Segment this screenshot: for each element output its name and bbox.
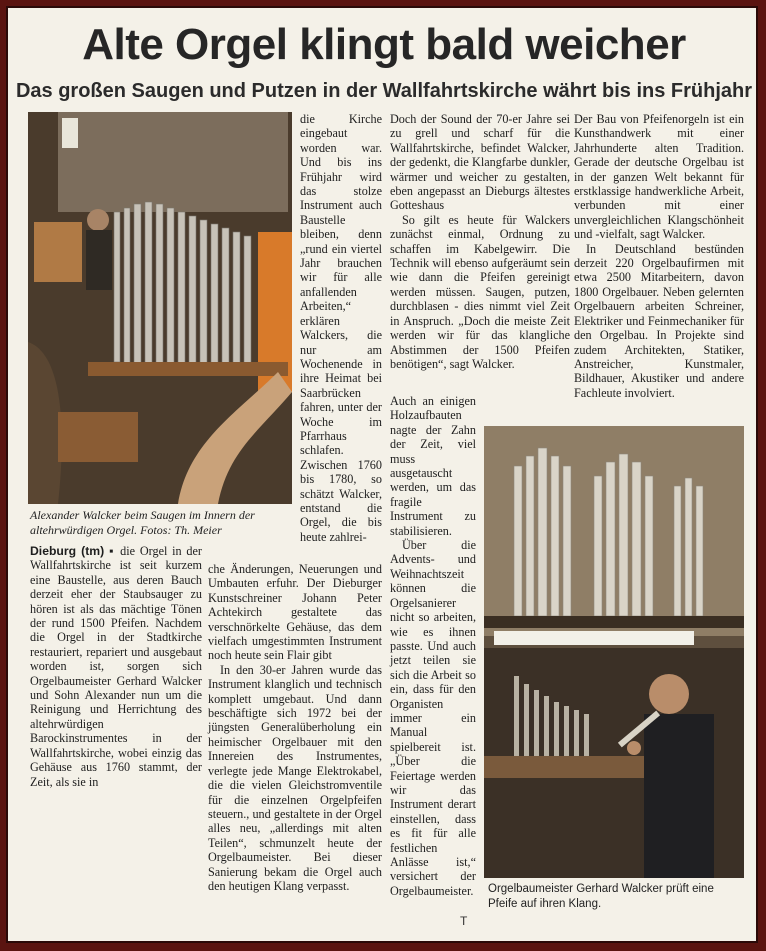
column-1-text: die Orgel in der Wallfahrtskirche ist seit kurzem eine Baustelle, aus deren Bauch derzeit eher der Staubsauger zu hören ist als das mächtige Tönen der rund 1500 Pfeifen. Nachdem die Orgel in der Stadtkirche restauriert, repariert und ausgebaut worden ist, sorgen sich Orgelbaumeister Gerhard Walcker und Sohn Alexander nun um die Reinigung und Herrichtung des altehrwürdigen Barockinstrumentes in der Wallfahrtskirche, wobei einzig das Gehäuse aus 1760 stammt, der Zeit, als sie in [30, 544, 202, 789]
newspaper-clipping [6, 6, 758, 943]
column-2-paragraph-1: che Änderungen, Neuerungen und Umbauten erfuhr. Der Dieburger Kunstschreiner Johann Peter Achtekirch gestaltete das verschnörkelte Gehäuse, das dem vielfach umgestimmten Instrument noch heute sein Flair gibt [208, 562, 382, 663]
column-3-paragraph-3: Auch an einigen Holzaufbauten nagte der Zahn der Zeit, viel muss ausgetauscht werden, um das fragile Instrument zu stabilisieren. [390, 394, 476, 538]
photo-organ-builder [484, 426, 744, 878]
left-photo-caption: Alexander Walcker beim Saugen im Innern der altehrwürdigen Orgel. Fotos: Th. Meier [30, 508, 255, 537]
column-3-paragraph-1: Doch der Sound der 70-er Jahre sei zu grell und scharf für die Wallfahrtskirche, befindet Walcker, der gedenkt, die Klangfarbe dunkler, wärmer und weicher zu gestalten, eben angepasst an Dieburgs ältestes Gotteshaus [390, 112, 570, 213]
dateline: Dieburg (tm) ▪ [30, 544, 116, 558]
folio-mark: T [460, 914, 468, 928]
photo-organ-interior [28, 112, 292, 504]
column-3-upper [390, 112, 570, 371]
column-3-paragraph-2: So gilt es heute für Walckers zunächst einmal, Ordnung zu schaffen im Kabelgewirr. Die Technik will ebenso aufgeräumt sein wie dann die Pfeifen gereinigt werden müssen. Saugen, putzen, durchblasen - dies nimmt viel Zeit in Anspruch. „Doch die meiste Zeit werden wir für das klangliche Abstimmen der 1500 Pfeifen benötigen“, sagt Walcker. [390, 212, 570, 371]
column-2-lower [208, 562, 382, 893]
column-3-lower [390, 394, 476, 898]
column-2-upper [300, 112, 382, 544]
column-4-paragraph-1: Der Bau von Pfeifenorgeln ist ein Kunsthandwerk mit einer Jahrhunderte alten Tradition. Gerade der deutsche Orgelbau ist in der ganzen Welt bekannt für erstklassige handwerkliche Arbeit, verbunden mit einer unvergleichlichen Klangschönheit und -vielfalt, sagt Walcker. [574, 112, 744, 242]
column-1 [30, 544, 202, 789]
organ-builder-illustration [484, 426, 744, 878]
column-4-paragraph-2: In Deutschland bestünden derzeit 220 Orgelbaufirmen mit etwa 2500 Mitarbeitern, davon 1800 Orgelbauer. Neben gelernten Orgelbauern arbeiten Schreiner, Elektriker und Feinmechaniker für den Orgelbau. In Projekte sind zudem Architekten, Statiker, Anstreicher, Kunstmaler, Bildhauer, Akustiker und andere Fachleute involviert. [574, 241, 744, 400]
column-3-paragraph-4: Über die Advents- und Weihnachtszeit können die Orgelsanierer nicht so arbeiten, wie es ihnen passte. Und auch jetzt teilen sie sich die Arbeit so ein, dass für den Organisten immer ein Manual spielbereit ist. „Über die Feiertage werden wir das Instrument derart einstellen, dass es fit für alle festlichen Anlässe ist,“ versichert der Orgelbaumeister. [390, 538, 476, 898]
headline: Alte Orgel klingt bald weicher [82, 20, 686, 69]
column-4 [574, 112, 744, 400]
organ-interior-illustration [28, 112, 292, 504]
column-2-upper-text: die Kirche eingebaut worden war. Und bis ins Frühjahr wird das stolze Instrument auch Baustelle bleiben, denn „rund ein viertel Jahr brauchen wir für alle anfallenden Arbeiten,“ erklären Walckers, die nur am Wochenende in ihre Heimat bei Saarbrücken fahren, unter der Woche im Pfarrhaus schlafen. Zwischen 1760 bis 1780, so schätzt Walcker, entstand die Orgel, die bis heute zahlrei- [300, 112, 382, 544]
subheadline: Das großen Saugen und Putzen in der Wallfahrtskirche währt bis ins Frühjahr [15, 80, 753, 102]
right-photo-caption: Orgelbaumeister Gerhard Walcker prüft eine Pfeife auf ihren Klang. [488, 883, 714, 910]
column-2-paragraph-2: In den 30-er Jahren wurde das Instrument klanglich und technisch komplett umgebaut. Und dann beschäftigte sich 1972 bei der jüngsten Generalüberholung ein heimischer Orgelbauer mit den Innereien des Instrumentes, verlegte jede Mange Elektrokabel, die die vielen Gleichstromventile für die einzelnen Orgelpfeifen steuern., und gestaltete in der Orgel alles neu, „allerdings mit alten Teilen“, schmunzelt heute der Orgelbaumeister. Bei dieser Sanierung bekam die Orgel auch den heutigen Klang verpasst. [208, 662, 382, 893]
